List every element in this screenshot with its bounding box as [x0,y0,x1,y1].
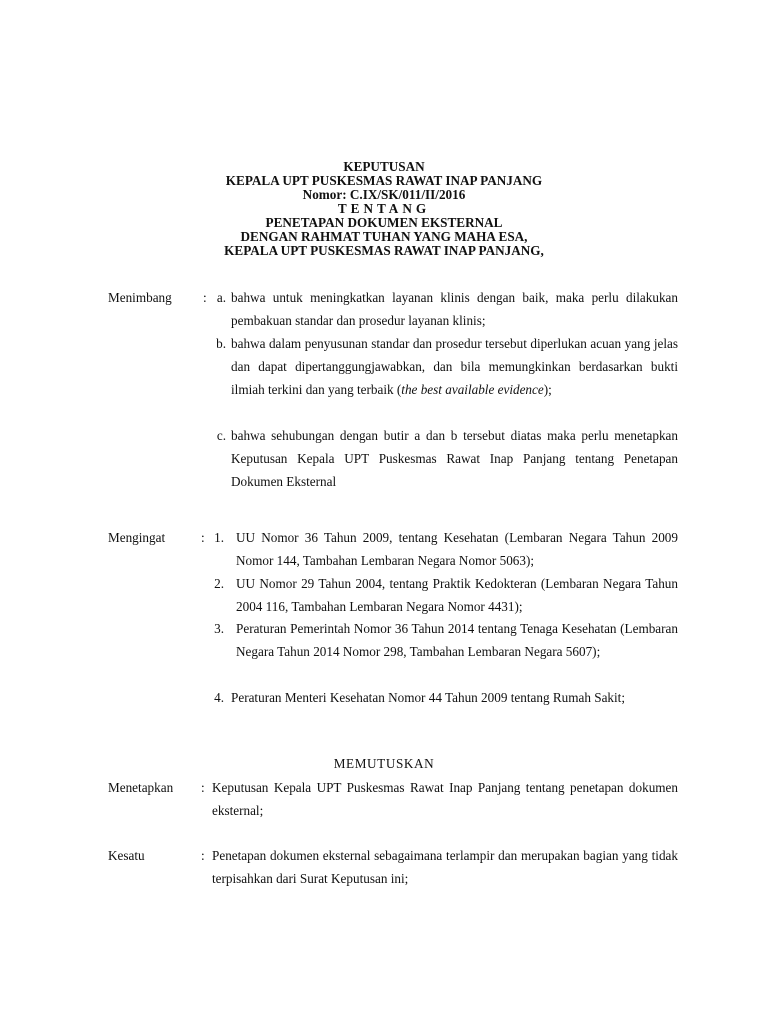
mengingat-item-1: UU Nomor 36 Tahun 2009, tentang Kesehatan (Lembaran Negara Tahun 2009 Nomor 144, Tambahan Lembaran Negara Nomor 5063); [236,530,678,568]
menimbang-colon: : [203,290,207,305]
mengingat-colon: : [201,530,205,545]
header-subject: PENETAPAN DOKUMEN EKSTERNAL [265,215,503,230]
header-number: Nomor: C.IX/SK/011/II/2016 [302,187,466,202]
menimbang-item-b-tail: ); [543,382,552,397]
mengingat-item-2: UU Nomor 29 Tahun 2004, tentang Praktik Kedokteran (Lembaran Negara Tahun 2004 116, Tambahan Lembaran Negara Nomor 4431); [236,576,678,614]
menetapkan-text: Keputusan Kepala UPT Puskesmas Rawat Inap Panjang tentang penetapan dokumen eksternal; [212,780,678,818]
mengingat-marker-4: 4. [214,690,224,705]
menimbang-label: Menimbang [108,290,172,305]
menimbang-item-b [231,332,678,401]
menimbang-item-a: bahwa untuk meningkatkan layanan klinis dengan baik, maka perlu dilakukan pembakuan standar dan prosedur layanan klinis; [231,290,678,328]
mengingat-item-4: Peraturan Menteri Kesehatan Nomor 44 Tahun 2009 tentang Rumah Sakit; [231,690,626,705]
menimbang-item-b-italic: the best available evidence [401,382,544,397]
menimbang-marker-b: b. [216,336,226,351]
menetapkan-label: Menetapkan [108,780,174,795]
mengingat-marker-1: 1. [214,530,224,545]
header-tentang: TENTANG [337,201,431,216]
mengingat-marker-3: 3. [214,621,224,636]
mengingat-item-3: Peraturan Pemerintah Nomor 36 Tahun 2014 tentang Tenaga Kesehatan (Lembaran Negara Tahun 2014 Nomor 298, Tambahan Lembaran Negara 5607); [236,621,678,659]
header-invocation: DENGAN RAHMAT TUHAN YANG MAHA ESA, [240,229,528,244]
header-title: KEPUTUSAN [343,159,425,174]
menimbang-marker-c: c. [216,428,226,443]
memutuskan-heading: MEMUTUSKAN [333,756,435,771]
kesatu-label: Kesatu [108,848,145,863]
mengingat-label: Mengingat [108,530,166,545]
menimbang-marker-a: a. [216,290,226,305]
menetapkan-colon: : [201,780,205,795]
menimbang-item-c: bahwa sehubungan dengan butir a dan b tersebut diatas maka perlu menetapkan Keputusan Kepala UPT Puskesmas Rawat Inap Panjang tentang Penetapan Dokumen Eksternal [231,428,678,489]
header-issuer: KEPALA UPT PUSKESMAS RAWAT INAP PANJANG [225,173,543,188]
menimbang-item-b-text: bahwa dalam penyusunan standar dan prosedur tersebut diperlukan acuan yang jelas dan dapat dipertanggungjawabkan, dan bila memungkinkan berdasarkan bukti ilmiah terkini dan yang terbaik ( [231,336,678,397]
document-header [0,160,768,258]
kesatu-text: Penetapan dokumen eksternal sebagaimana terlampir dan merupakan bagian yang tidak terpisahkan dari Surat Keputusan ini; [212,848,678,886]
mengingat-marker-2: 2. [214,576,224,591]
kesatu-colon: : [201,848,205,863]
header-signatory: KEPALA UPT PUSKESMAS RAWAT INAP PANJANG, [224,243,544,258]
